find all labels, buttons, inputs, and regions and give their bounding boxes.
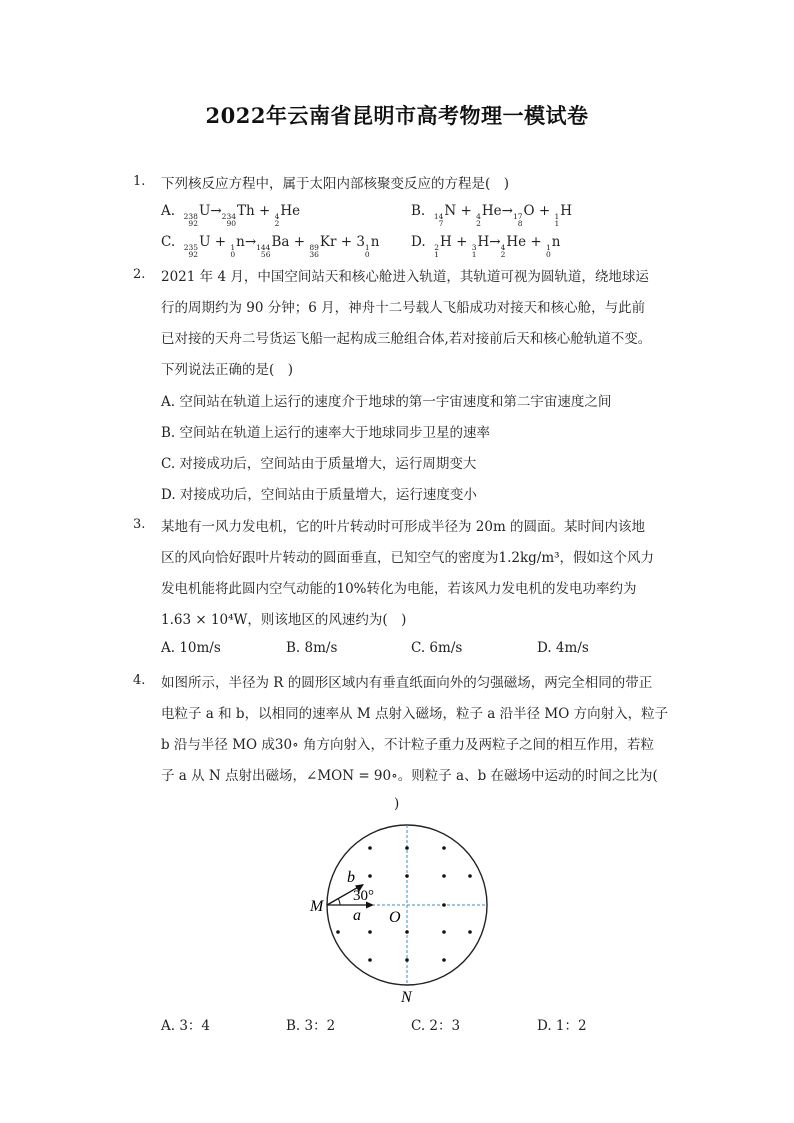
question-2-line: 2021 年 4 月，中国空间站天和核心舱进入轨道，其轨道可视为圆轨道，绕地球运 xyxy=(161,269,649,285)
q3-option-b[interactable]: B. 8m/s xyxy=(286,640,338,656)
q4-option-a[interactable]: A. 3：4 xyxy=(161,1018,211,1034)
magnetic-field-diagram xyxy=(300,798,500,1008)
question-3-line: 1.63 × 10⁴W，则该地区的风速约为( ) xyxy=(161,612,407,628)
q2-option-b[interactable]: B. 空间站在轨道上运行的速率大于地球同步卫星的速率 xyxy=(161,425,491,441)
question-4-number: 4. xyxy=(133,673,146,688)
page-title: 2022年云南省昆明市高考物理一模试卷 xyxy=(205,103,589,128)
question-2-line: 行的周期约为 90 分钟；6 月，神舟十二号载人飞船成功对接天和核心舱，与此前 xyxy=(161,300,646,316)
q2-option-d[interactable]: D. 对接成功后，空间站由于质量增大，运行速度变小 xyxy=(161,487,477,503)
question-2-line: 下列说法正确的是( ) xyxy=(161,362,294,378)
question-1-number: 1. xyxy=(133,174,146,189)
question-1-stem: 下列核反应方程中，属于太阳内部核聚变反应的方程是( ) xyxy=(161,176,510,192)
label-m: M xyxy=(310,898,324,915)
question-4-line: 如图所示，半径为 R 的圆形区域内有垂直纸面向外的匀强磁场，两完全相同的带正 xyxy=(161,675,653,691)
q1-option-d-label: D. xyxy=(411,234,426,250)
label-n: N xyxy=(401,989,412,1006)
label-b: b xyxy=(347,869,355,886)
question-3-line: 某地有一风力发电机，它的叶片转动时可形成半径为 20m 的圆面。某时间内该地 xyxy=(161,519,646,535)
q3-option-a[interactable]: A. 10m/s xyxy=(161,640,221,656)
label-a: a xyxy=(353,907,361,924)
q3-option-c[interactable]: C. 6m/s xyxy=(411,640,463,656)
q3-option-d[interactable]: D. 4m/s xyxy=(537,640,589,656)
q1-option-a-label: A. xyxy=(161,203,176,219)
field-dots xyxy=(336,846,472,962)
q4-option-b[interactable]: B. 3：2 xyxy=(286,1018,336,1034)
question-4-line: b 沿与半径 MO 成30∘ 角方向射入，不计粒子重力及两粒子之间的相互作用，若粒 xyxy=(161,737,654,753)
question-4-closing-paren: ) xyxy=(394,796,400,812)
question-2-number: 2. xyxy=(133,267,146,282)
label-angle: 30° xyxy=(353,888,374,904)
question-3-line: 发电机能将此圆内空气动能的10%转化为电能，若该风力发电机的发电功率约为 xyxy=(161,581,637,597)
q4-option-d[interactable]: D. 1：2 xyxy=(537,1018,587,1034)
q2-option-a[interactable]: A. 空间站在轨道上运行的速度介于地球的第一宇宙速度和第二宇宙速度之间 xyxy=(161,394,612,410)
q4-option-c[interactable]: C. 2：3 xyxy=(411,1018,461,1034)
q1-option-d[interactable]: D. 2 1 H + 3 1 H→ 4 2 He + 1 0 n xyxy=(411,234,561,259)
question-4-line: 子 a 从 N 点射出磁场，∠MON = 90∘。则粒子 a、b 在磁场中运动的时间之比为( xyxy=(161,768,658,784)
question-4-line: 电粒子 a 和 b，以相同的速率从 M 点射入磁场，粒子 a 沿半径 MO 方向射入，粒子 xyxy=(161,706,669,722)
q1-option-b[interactable]: B. 14 7 N + 4 2 He→ 17 8 O + 1 1 H xyxy=(411,203,573,228)
label-o: O xyxy=(389,909,401,926)
q1-option-c-label: C. xyxy=(161,234,176,250)
question-3-line: 区的风向恰好跟叶片转动的圆面垂直，已知空气的密度为1.2kg/m³，假如这个风力 xyxy=(161,550,655,566)
question-3-number: 3. xyxy=(133,517,146,532)
question-2-line: 已对接的天舟二号货运飞船一起构成三舱组合体,若对接前后天和核心舱轨道不变。 xyxy=(161,331,652,347)
q2-option-c[interactable]: C. 对接成功后，空间站由于质量增大，运行周期变大 xyxy=(161,456,477,472)
q1-option-b-label: B. xyxy=(411,203,426,219)
angle-arc xyxy=(339,899,341,905)
q1-option-c[interactable]: C. 235 92 U + 1 0 n→ 144 56 Ba + 89 36 Kr + 3 1 0 n xyxy=(161,234,380,259)
q1-option-a[interactable]: A. 238 92 U→ 234 90 Th + 4 2 He xyxy=(161,203,301,228)
